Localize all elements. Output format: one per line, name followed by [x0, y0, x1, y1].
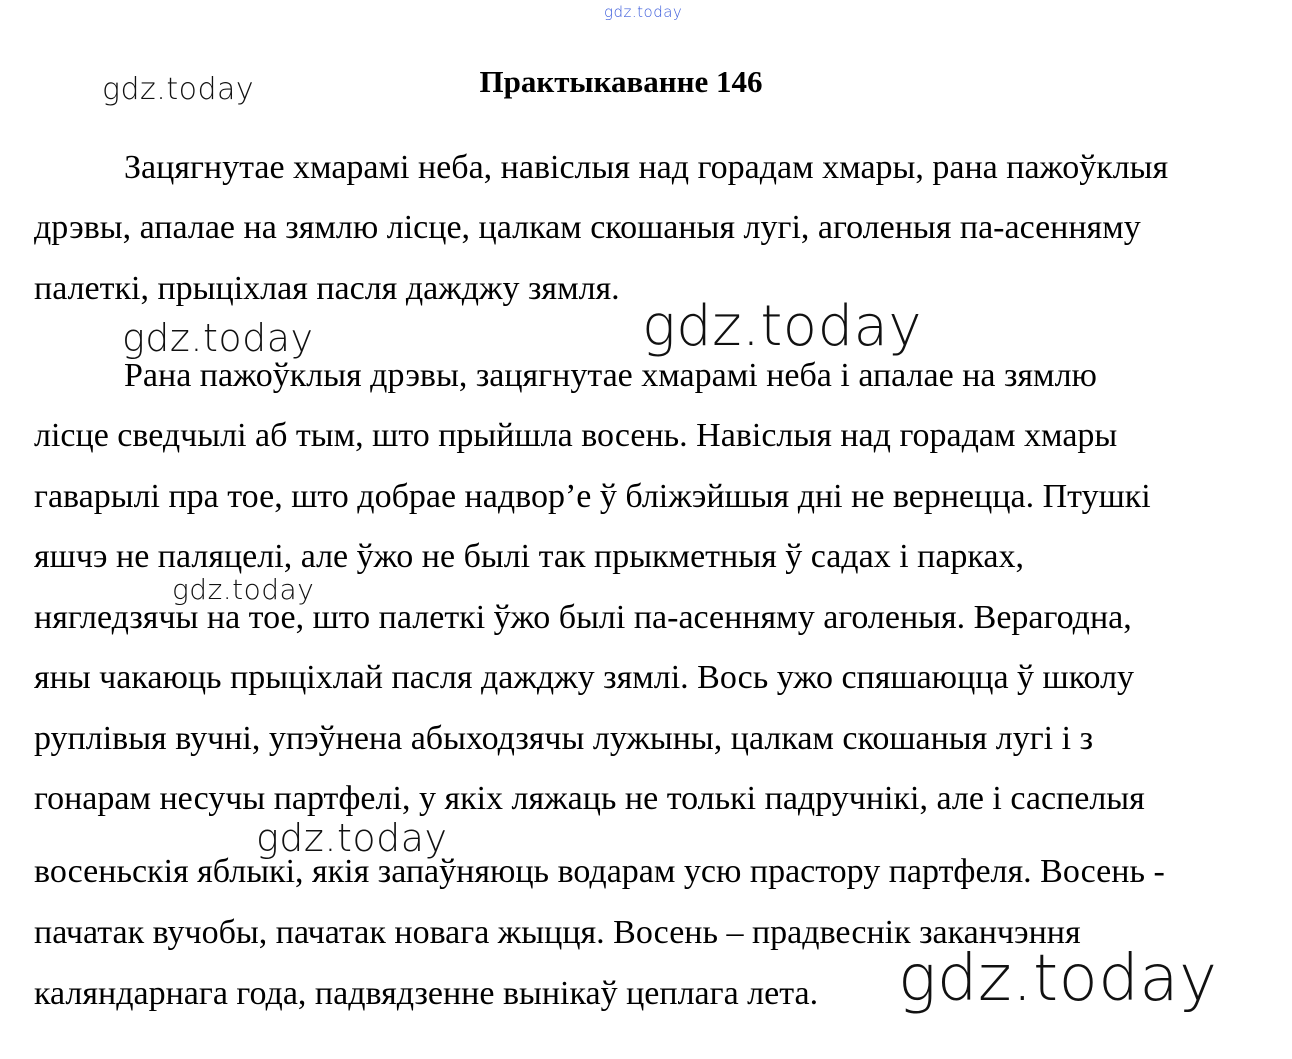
paragraph-line: палеткі, прыціхлая пасля дажджу зямля. — [34, 270, 620, 307]
paragraph-line: Зацягнутае хмарамі неба, навіслыя над горадам хмары, рана пажоўклыя — [124, 149, 1169, 186]
paragraph-line: яны чакаюць прыціхлай пасля дажджу зямлі. Вось ужо спяшаюцца ў школу — [34, 659, 1135, 696]
paragraph-line: пачатак вучобы, пачатак новага жыцця. Восень – прадвеснік заканчэння — [34, 914, 1081, 951]
paragraph-line: восеньскія яблыкі, якія запаўняюць водарам усю прастору партфеля. Восень - — [34, 853, 1165, 890]
paragraph-line: яшчэ не паляцелі, але ўжо не былі так прыкметныя ў садах і парках, — [34, 538, 1025, 575]
paragraph-line: Рана пажоўклыя дрэвы, зацягнутае хмарамі неба і апалае на зямлю — [124, 357, 1097, 394]
paragraph-line: руплівыя вучні, упэўнена абыходзячы лужыны, цалкам скошаныя лугі і з — [34, 720, 1093, 757]
watermark: gdz.today — [122, 316, 314, 360]
watermark: gdz.today — [102, 72, 255, 107]
paragraph-line: гонарам несучы партфелі, у якіх ляжаць не толькі падручнікі, але і саспелыя — [34, 780, 1145, 817]
paragraph-line: каляндарнага года, падвядзенне вынікаў цеплага лета. — [34, 975, 819, 1012]
watermark-top: gdz.today — [604, 3, 683, 21]
watermark: gdz.today — [642, 294, 923, 359]
paragraph-line: лісце сведчылі аб тым, што прыйшла восень. Навіслыя над горадам хмары — [34, 417, 1118, 454]
watermark: gdz.today — [256, 816, 448, 860]
paragraph-line: дрэвы, апалае на зямлю лісце, цалкам скошаныя лугі, аголеныя па-асенняму — [34, 209, 1141, 246]
watermark: gdz.today — [172, 573, 315, 606]
paragraph-line: гаварылі пра тое, што добрае надвор’е ў бліжэйшыя дні не вернецца. Птушкі — [34, 478, 1151, 515]
paragraph-line: нягледзячы на тое, што палеткі ўжо былі па-асенняму аголеныя. Верагодна, — [34, 599, 1132, 636]
page-title: Практыкаванне 146 — [479, 64, 763, 99]
watermark: gdz.today — [898, 942, 1218, 1016]
